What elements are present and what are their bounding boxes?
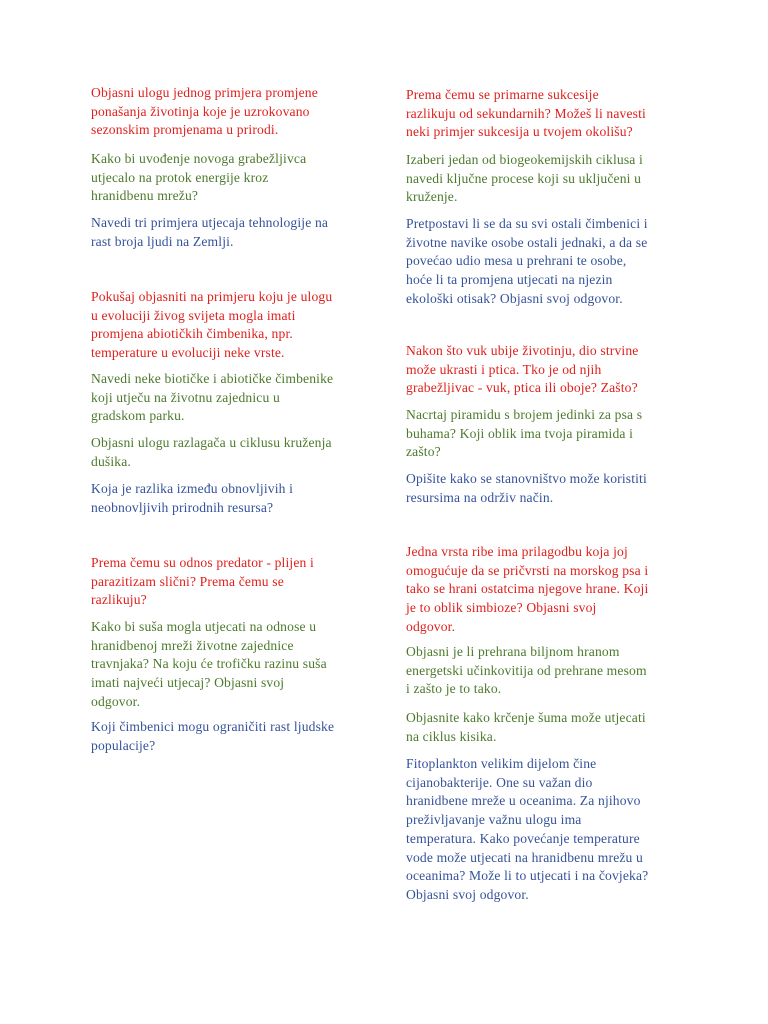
question-green: Objasnite kako krčenje šuma može utjecati na ciklus kisika.: [406, 710, 646, 744]
question-green: Objasni ulogu razlagača u ciklusu kruženja dušika.: [91, 435, 332, 469]
question-blue: Koji čimbenici mogu ograničiti rast ljudske populacije?: [91, 719, 335, 753]
question-green: Objasni je li prehrana biljnom hranom energetski učinkovitija od prehrane mesom i zašto je to tako.: [406, 644, 647, 697]
question-red: Nakon što vuk ubije životinju, dio strvine može ukrasti i ptica. Tko je od njih grabežljivac - vuk, ptica ili oboje? Zašto?: [406, 343, 639, 396]
question-green: Navedi neke biotičke i abiotičke čimbenike koji utječu na životnu zajednicu u gradskom parku.: [91, 371, 334, 424]
question-blue: Navedi tri primjera utjecaja tehnologije na rast broja ljudi na Zemlji.: [91, 215, 329, 249]
question-green: Izaberi jedan od biogeokemijskih ciklusa i navedi ključne procese koji su uključeni u kruženje.: [406, 152, 643, 205]
question-red: Jedna vrsta ribe ima prilagodbu koja joj omogućuje da se pričvrsti na morskog psa i tako se hrani ostatcima njegove hrane. Koji je to oblik simbioze? Objasni svoj odgovor.: [406, 544, 649, 634]
question-blue: Fitoplankton velikim dijelom čine cijanobakterije. One su važan dio hranidbene mreže u oceanima. Za njihovo preživljavanje važnu ulogu ima temperatura. Kako povećanje temperature vode može utjecati na hranidbenu mrežu u oceanima? Može li to utjecati i na čovjeka? Objasni svoj odgovor.: [406, 756, 649, 902]
question-green: Nacrtaj piramidu s brojem jedinki za psa s buhama? Koji oblik ima tvoja piramida i zašto?: [406, 407, 643, 460]
question-blue: Pretpostavi li se da su svi ostali čimbenici i životne navike osobe ostali jednaki, a da se povećao udio mesa u prehrani te osobe, hoće li ta promjena utjecati na njezin ekološki otisak? Objasni svoj odgovor.: [406, 216, 648, 306]
question-red: Prema čemu su odnos predator - plijen i parazitizam slični? Prema čemu se razlikuju?: [91, 555, 314, 608]
question-green: Kako bi uvođenje novoga grabežljivca utjecalo na protok energije kroz hranidbenu mrežu?: [91, 151, 307, 204]
question-blue: Koja je razlika između obnovljivih i neobnovljivih prirodnih resursa?: [91, 481, 294, 515]
question-red: Objasni ulogu jednog primjera promjene ponašanja životinja koje je uzrokovano sezonskim promjenama u prirodi.: [91, 85, 318, 138]
question-red: Pokušaj objasniti na primjeru koju je ulogu u evoluciji živog svijeta mogla imati promjena abiotičkih čimbenika, npr. temperature u evoluciji neke vrste.: [91, 289, 333, 361]
question-red: Prema čemu se primarne sukcesije razlikuju od sekundarnih? Možeš li navesti neki primjer sukcesija u tvojem okolišu?: [406, 87, 646, 140]
question-green: Kako bi suša mogla utjecati na odnose u hranidbenoj mreži životne zajednice travnjaka? Na koju će trofičku razinu suša imati najveći utjecaj? Objasni svoj odgovor.: [91, 619, 327, 709]
question-blue: Opišite kako se stanovništvo može koristiti resursima na održiv način.: [406, 471, 647, 505]
